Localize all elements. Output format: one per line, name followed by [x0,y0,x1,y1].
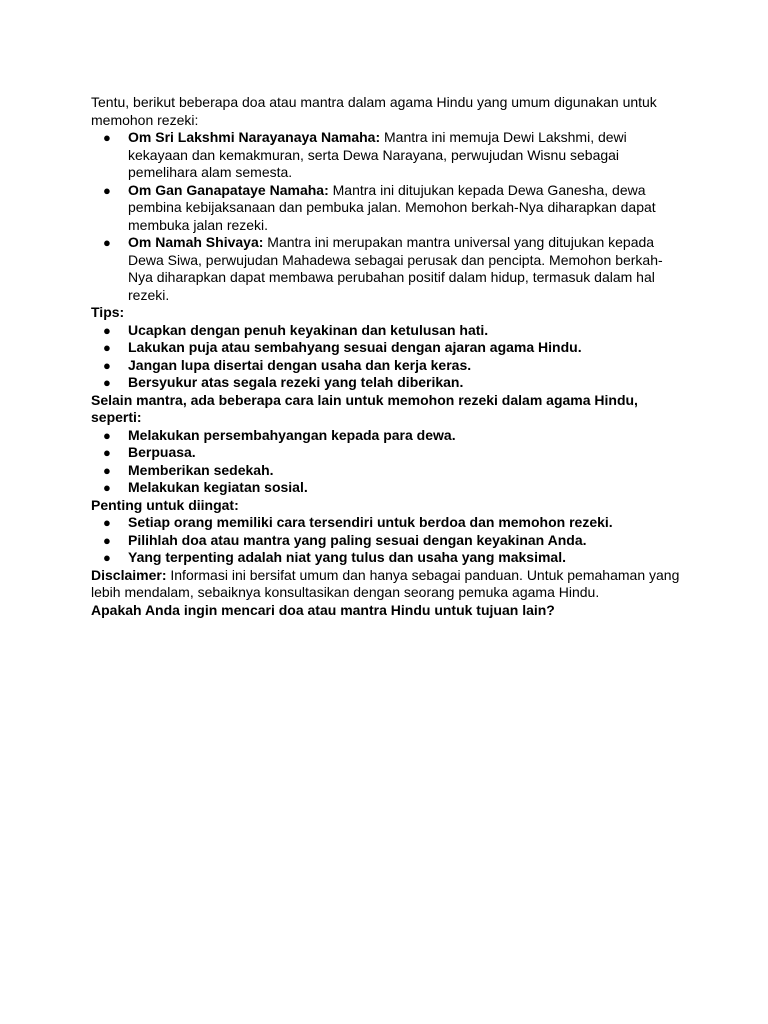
list-item [91,129,683,182]
bullet-icon: ● [103,427,111,443]
list-item [91,479,683,497]
bullet-icon: ● [103,357,111,373]
list-item [91,462,683,480]
disclaimer-label: Disclaimer: [91,566,167,583]
bullet-icon: ● [103,235,111,250]
bullet-icon: ● [103,445,111,460]
list-item [91,514,683,532]
bullet-icon: ● [103,340,111,355]
bullet-icon: ● [103,532,111,548]
bullet-icon: ● [103,480,111,495]
list-item [91,322,683,340]
list-item [91,549,683,567]
tip-text: Lakukan puja atau sembahyang sesuai dengan ajaran agama Hindu. [128,339,582,355]
list-item [91,357,683,375]
mantra-description: Mantra ini merupakan mantra universal yang ditujukan kepada Dewa Siwa, perwujudan Mahadewa sebagai perusak dan pencipta. Memohon berkah-Nya diharapkan dapat membawa perubahan positif dalam hidup, termasuk dalam hal rezeki. [128,234,663,303]
mantra-name: Om Sri Lakshmi Narayanaya Namaha: [128,129,381,145]
tip-text: Jangan lupa disertai dengan usaha dan kerja keras. [128,356,472,373]
tip-text: Bersyukur atas segala rezeki yang telah diberikan. [128,374,464,390]
disclaimer-text: Informasi ini bersifat umum dan hanya sebagai panduan. Untuk pemahaman yang lebih mendalam, sebaiknya konsultasikan dengan seorang pemuka agama Hindu. [91,566,680,600]
bullet-icon: ● [103,182,111,198]
tips-list [91,322,683,392]
tips-heading: Tips: [91,304,125,320]
list-item [91,444,683,462]
tip-text: Ucapkan dengan penuh keyakinan dan ketulusan hati. [128,321,489,338]
mantra-description: Mantra ini memuja Dewi Lakshmi, dewi kekayaan dan kemakmuran, serta Dewa Narayana, perwujudan Wisnu sebagai pemelihara alam semesta. [128,129,627,180]
other-ways-heading: Selain mantra, ada beberapa cara lain untuk memohon rezeki dalam agama Hindu, seperti: [91,391,638,425]
bullet-icon: ● [103,375,111,390]
mantra-list [91,129,683,304]
way-text: Berpuasa. [128,444,196,460]
document-body [91,94,683,619]
list-item [91,532,683,550]
bullet-icon: ● [103,515,111,530]
list-item [91,427,683,445]
list-item [91,234,683,304]
list-item [91,182,683,235]
closing-question: Apakah Anda ingin mencari doa atau mantra Hindu untuk tujuan lain? [91,601,555,618]
important-list [91,514,683,567]
way-text: Memberikan sedekah. [128,461,274,478]
way-text: Melakukan persembahyangan kepada para dewa. [128,426,456,443]
list-item [91,374,683,392]
intro-paragraph: Tentu, berikut beberapa doa atau mantra dalam agama Hindu yang umum digunakan untuk memohon rezeki: [91,94,657,128]
bullet-icon: ● [103,462,111,478]
mantra-name: Om Namah Shivaya: [128,234,264,250]
bullet-icon: ● [103,130,111,145]
important-text: Setiap orang memiliki cara tersendiri untuk berdoa dan memohon rezeki. [128,514,613,530]
important-heading: Penting untuk diingat: [91,496,239,513]
mantra-description: Mantra ini ditujukan kepada Dewa Ganesha, dewa pembina kebijaksanaan dan pembuka jalan. Memohon berkah-Nya diharapkan dapat membuka jalan rezeki. [128,181,656,233]
important-text: Yang terpenting adalah niat yang tulus dan usaha yang maksimal. [128,549,566,565]
important-text: Pilihlah doa atau mantra yang paling sesuai dengan keyakinan Anda. [128,531,587,548]
list-item [91,339,683,357]
other-ways-list [91,427,683,497]
disclaimer-paragraph [91,567,683,602]
way-text: Melakukan kegiatan sosial. [128,479,308,495]
bullet-icon: ● [103,550,111,565]
bullet-icon: ● [103,322,111,338]
mantra-name: Om Gan Ganapataye Namaha: [128,181,329,198]
